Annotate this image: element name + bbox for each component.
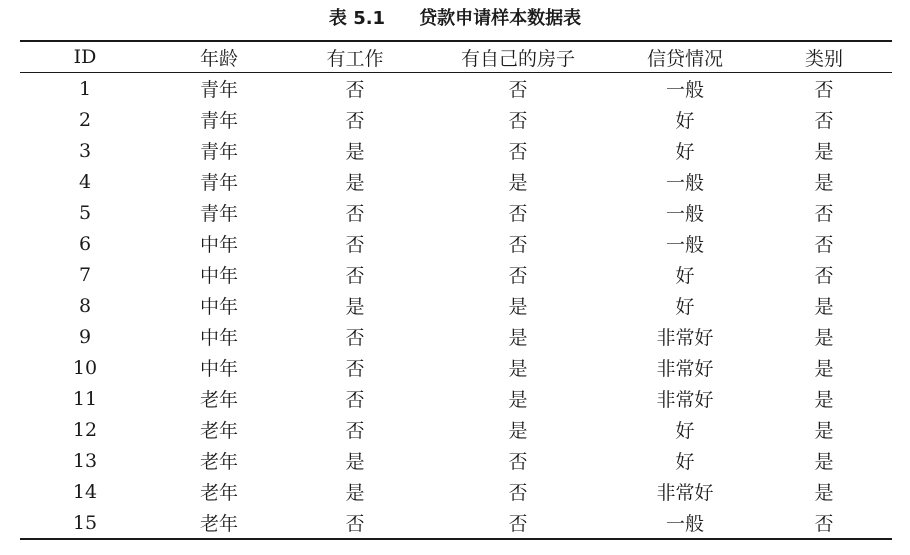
cell-credit: 好 [675,296,695,318]
table-row [20,507,892,538]
table-row [20,445,892,476]
table-row [20,166,892,197]
cell-own-house: 否 [508,451,528,473]
cell-credit: 一般 [665,203,704,225]
cell-class: 否 [814,513,834,535]
cell-own-house: 否 [508,110,528,132]
column-header-age: 年龄 [150,42,288,73]
cell-class: 是 [814,296,834,318]
loan-data-table [20,42,892,538]
cell-age: 青年 [199,79,238,101]
cell-age: 老年 [199,513,238,535]
cell-id: 5 [78,201,92,224]
table-body [20,73,892,539]
cell-own-house: 否 [508,234,528,256]
cell-id: 8 [78,294,92,317]
cell-own-house: 否 [508,203,528,225]
cell-has-job: 否 [345,358,365,380]
table-row [20,228,892,259]
cell-has-job: 否 [345,203,365,225]
cell-own-house: 是 [508,172,528,194]
cell-credit: 好 [675,420,695,442]
cell-own-house: 否 [508,79,528,101]
table-header [20,42,892,73]
cell-own-house: 是 [508,296,528,318]
cell-credit: 非常好 [656,358,714,380]
cell-age: 老年 [199,451,238,473]
cell-class: 是 [814,420,834,442]
column-header-has-job: 有工作 [288,42,422,73]
cell-age: 青年 [199,203,238,225]
cell-credit: 好 [675,141,695,163]
cell-age: 中年 [199,296,238,318]
cell-has-job: 否 [345,79,365,101]
cell-class: 否 [814,203,834,225]
table-row [20,73,892,105]
cell-has-job: 是 [345,141,365,163]
table-title: 贷款申请样本数据表 [419,8,582,29]
cell-class: 否 [814,110,834,132]
cell-own-house: 否 [508,141,528,163]
cell-class: 是 [814,358,834,380]
table-row [20,476,892,507]
cell-has-job: 是 [345,172,365,194]
cell-credit: 一般 [665,172,704,194]
cell-age: 中年 [199,358,238,380]
cell-has-job: 是 [345,482,365,504]
cell-id: 1 [78,77,92,100]
cell-has-job: 否 [345,389,365,411]
cell-age: 中年 [199,327,238,349]
column-header-class: 类别 [756,42,892,73]
cell-has-job: 否 [345,327,365,349]
cell-class: 是 [814,141,834,163]
cell-id: 12 [72,418,98,441]
cell-credit: 好 [675,265,695,287]
cell-credit: 一般 [665,513,704,535]
cell-age: 中年 [199,234,238,256]
cell-has-job: 否 [345,110,365,132]
cell-has-job: 是 [345,296,365,318]
cell-age: 中年 [199,265,238,287]
cell-id: 6 [78,232,92,255]
cell-has-job: 否 [345,265,365,287]
cell-id: 4 [78,170,92,193]
cell-age: 老年 [199,389,238,411]
table-row [20,290,892,321]
cell-class: 是 [814,451,834,473]
table-row [20,383,892,414]
table-row [20,104,892,135]
cell-id: 3 [78,139,92,162]
cell-own-house: 否 [508,265,528,287]
cell-own-house: 否 [508,482,528,504]
table-row [20,321,892,352]
table-caption [0,8,910,30]
cell-class: 否 [814,79,834,101]
table-row [20,259,892,290]
cell-credit: 非常好 [656,327,714,349]
table-row [20,352,892,383]
cell-credit: 好 [675,110,695,132]
cell-credit: 好 [675,451,695,473]
cell-class: 是 [814,327,834,349]
cell-age: 青年 [199,141,238,163]
cell-has-job: 是 [345,451,365,473]
cell-own-house: 是 [508,420,528,442]
header-row [20,42,892,73]
column-header-own-house: 有自己的房子 [422,42,614,73]
cell-id: 9 [78,325,92,348]
cell-class: 是 [814,172,834,194]
cell-credit: 非常好 [656,482,714,504]
cell-id: 14 [72,480,98,503]
cell-class: 否 [814,265,834,287]
column-header-credit: 信贷情况 [614,42,756,73]
cell-age: 青年 [199,110,238,132]
cell-credit: 一般 [665,79,704,101]
cell-age: 老年 [199,482,238,504]
cell-credit: 一般 [665,234,704,256]
loan-data-table-container [20,40,892,540]
cell-id: 11 [72,387,98,410]
cell-has-job: 否 [345,513,365,535]
table-row [20,135,892,166]
cell-class: 是 [814,482,834,504]
table-number: 表 5.1 [328,8,386,29]
cell-age: 老年 [199,420,238,442]
cell-id: 10 [72,356,98,379]
cell-id: 7 [78,263,92,286]
table-row [20,414,892,445]
cell-own-house: 是 [508,327,528,349]
cell-has-job: 否 [345,420,365,442]
cell-class: 否 [814,234,834,256]
cell-own-house: 是 [508,389,528,411]
cell-id: 2 [78,108,92,131]
cell-credit: 非常好 [656,389,714,411]
cell-own-house: 否 [508,513,528,535]
cell-class: 是 [814,389,834,411]
cell-id: 13 [72,449,98,472]
cell-has-job: 否 [345,234,365,256]
cell-own-house: 是 [508,358,528,380]
cell-id: 15 [72,511,98,534]
cell-age: 青年 [199,172,238,194]
table-row [20,197,892,228]
column-header-id: ID [20,42,150,73]
